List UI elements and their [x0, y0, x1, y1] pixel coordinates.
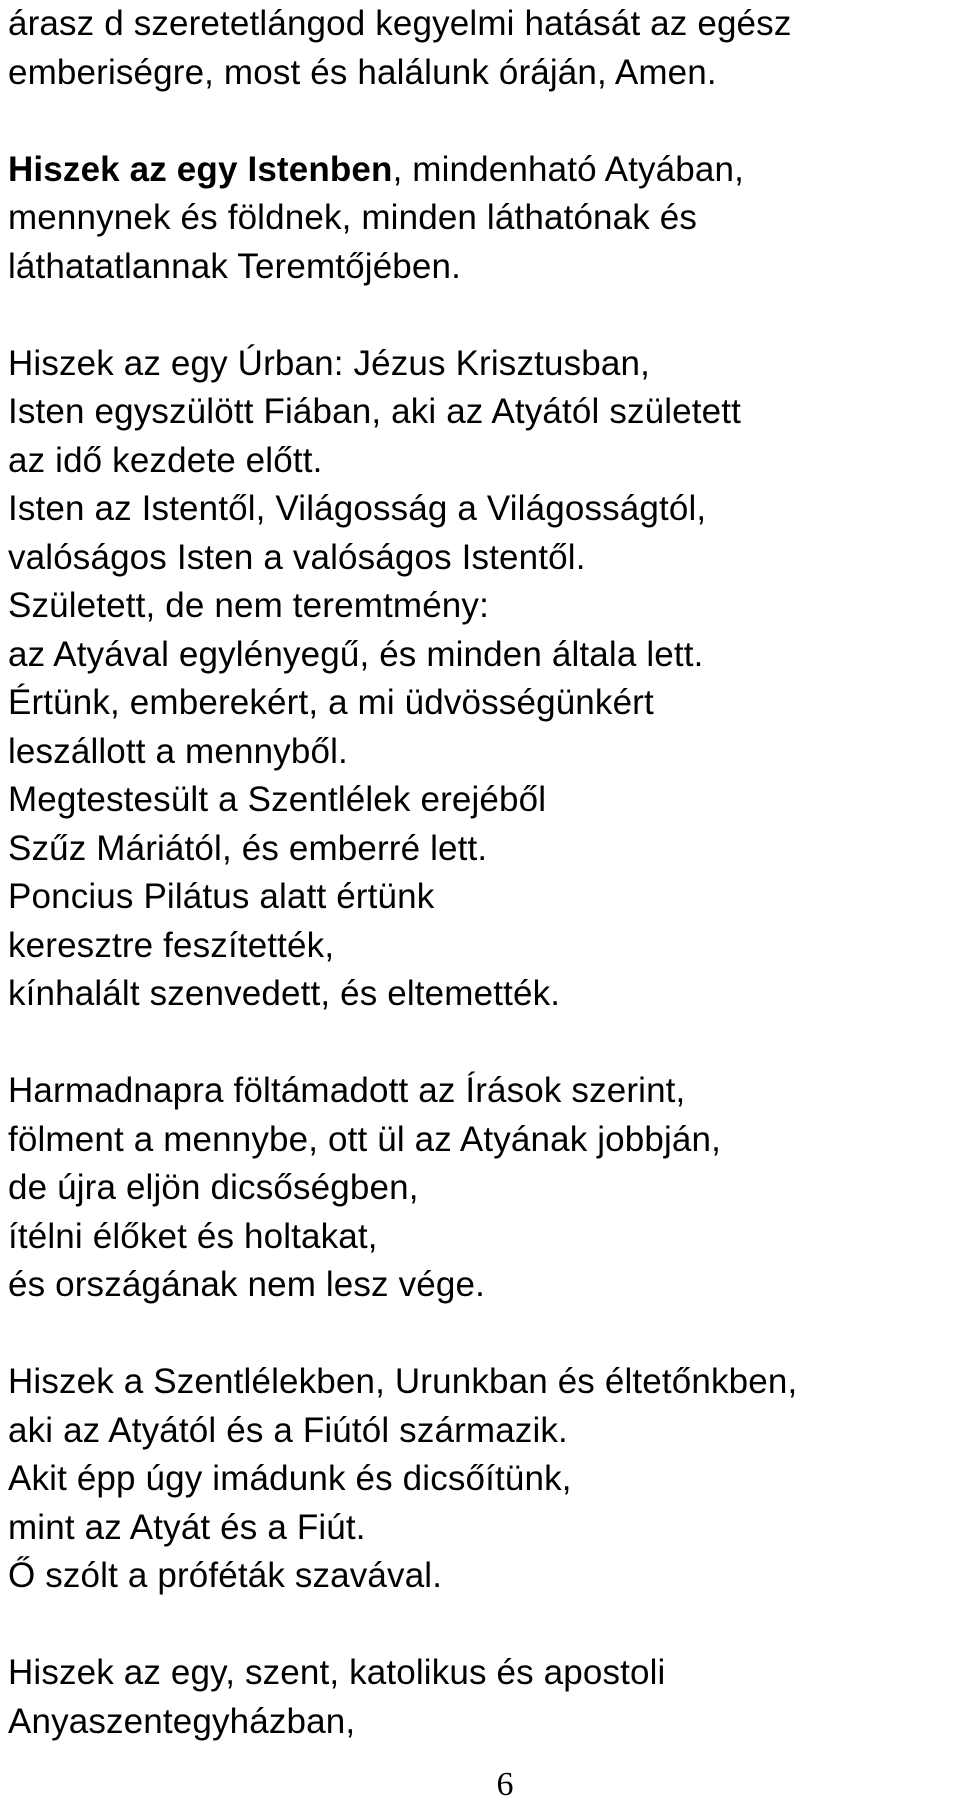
- text-line: árasz d szeretetlángod kegyelmi hatását az egész: [8, 4, 792, 43]
- text-line: Született, de nem teremtmény:: [8, 586, 489, 625]
- text-line: Hiszek az egy, szent, katolikus és apostoli: [8, 1653, 666, 1692]
- text-line: de újra eljön dicsőségben,: [8, 1168, 419, 1207]
- text-line-rest: , mindenható Atyában,: [392, 149, 745, 189]
- text-line: Szűz Máriától, és emberré lett.: [8, 828, 488, 868]
- text-line: Isten az Istentől, Világosság a Világosságtól,: [8, 489, 707, 528]
- text-line: aki az Atyától és a Fiútól származik.: [8, 1410, 568, 1450]
- text-line: valóságos Isten a valóságos Istentől.: [8, 537, 586, 577]
- paragraph-creed-father: [8, 146, 956, 292]
- text-line: mennynek és földnek, minden láthatónak és: [8, 198, 698, 237]
- paragraph-creed-son: [8, 340, 956, 1019]
- paragraph-spacer: [8, 1601, 956, 1650]
- text-line: kínhalált szenvedett, és eltemették.: [8, 974, 561, 1013]
- text-line: fölment a mennybe, ott ül az Atyának jobbján,: [8, 1119, 722, 1159]
- text-line: Anyaszentegyházban,: [8, 1701, 356, 1741]
- document-page: [8, 0, 956, 1746]
- paragraph-creed-resurrection: [8, 1067, 956, 1310]
- text-line: és országának nem lesz vége.: [8, 1265, 485, 1304]
- text-line: Akit épp úgy imádunk és dicsőítünk,: [8, 1459, 572, 1498]
- text-line: Isten egyszülött Fiában, aki az Atyától született: [8, 392, 742, 431]
- text-line: emberiségre, most és halálunk óráján, Amen.: [8, 52, 717, 92]
- paragraph-creed-church: [8, 1649, 956, 1746]
- text-line: Poncius Pilátus alatt értünk: [8, 877, 435, 916]
- text-line: láthatatlannak Teremtőjében.: [8, 246, 462, 286]
- text-line: ítélni élőket és holtakat,: [8, 1216, 378, 1256]
- paragraph-creed-holy-spirit: [8, 1358, 956, 1601]
- paragraph-spacer: [8, 1019, 956, 1068]
- text-line: Harmadnapra föltámadott az Írások szerint,: [8, 1071, 686, 1110]
- text-line: az idő kezdete előtt.: [8, 440, 323, 480]
- text-line: Megtestesült a Szentlélek erejéből: [8, 780, 547, 819]
- creed-heading-bold: Hiszek az egy Istenben: [8, 149, 393, 189]
- text-line: [8, 146, 956, 195]
- text-line: Hiszek az egy Úrban: Jézus Krisztusban,: [8, 343, 650, 383]
- text-line: az Atyával egylényegű, és minden általa lett.: [8, 634, 704, 674]
- paragraph-spacer: [8, 291, 956, 340]
- text-line: leszállott a mennyből.: [8, 731, 348, 771]
- paragraph-spacer: [8, 97, 956, 146]
- paragraph-prayer-ending: [8, 0, 956, 97]
- text-line: Ő szólt a próféták szavával.: [8, 1556, 443, 1595]
- paragraph-spacer: [8, 1310, 956, 1359]
- text-line: mint az Atyát és a Fiút.: [8, 1507, 366, 1547]
- text-line: keresztre feszítették,: [8, 925, 335, 965]
- text-line: Hiszek a Szentlélekben, Urunkban és éltetőnkben,: [8, 1362, 798, 1401]
- text-line: Értünk, emberekért, a mi üdvösségünkért: [8, 683, 654, 722]
- page-number: 6: [496, 1766, 514, 1803]
